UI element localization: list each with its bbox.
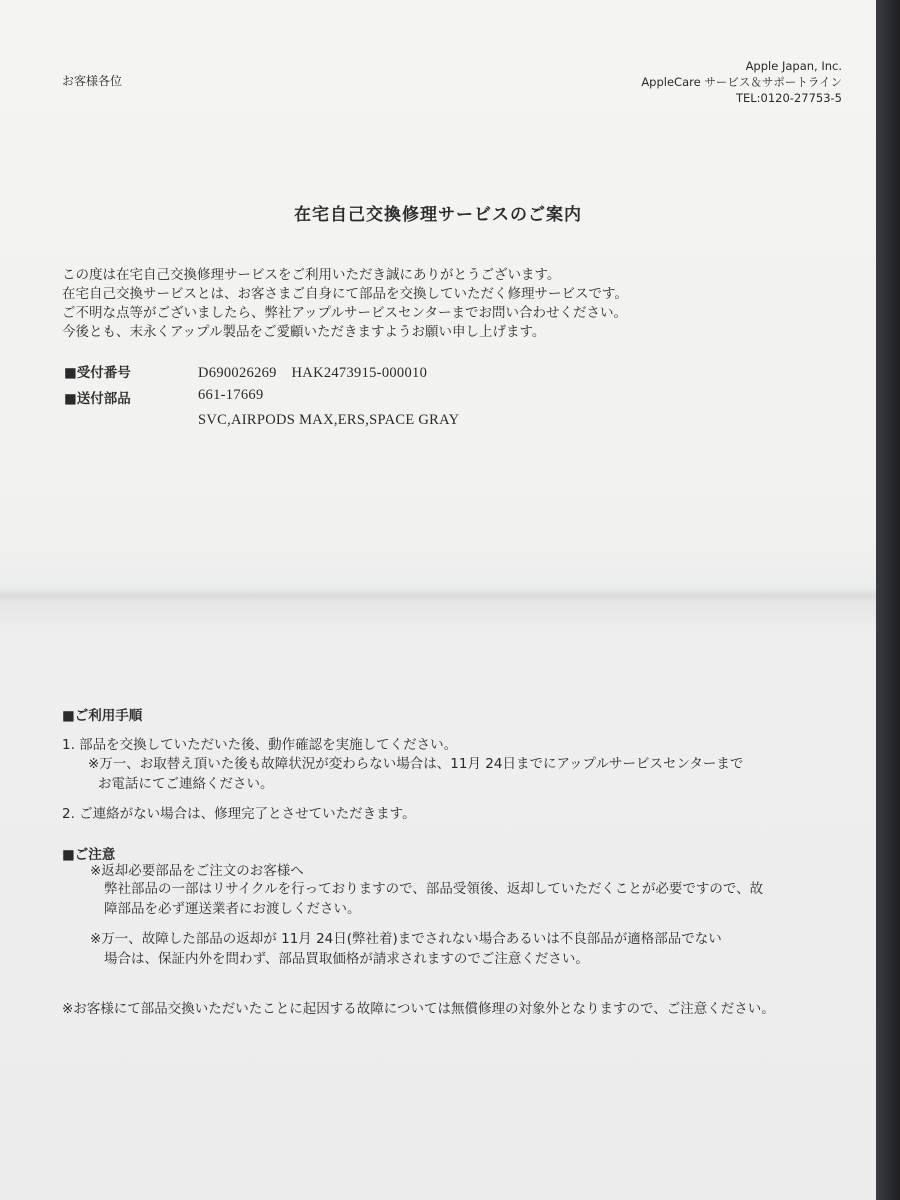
intro-line: 今後とも、末永くアップル製品をご愛顧いただきますようお願い申し上げます。 <box>62 324 546 340</box>
intro-paragraph <box>62 266 628 342</box>
parts-label: ■送付部品 <box>64 391 131 407</box>
usage-step-2: 2. ご連絡がない場合は、修理完了とさせていただきます。 <box>62 806 416 822</box>
company-block <box>641 58 842 106</box>
caution-fee-text-cont: 場合は、保証内外を問わず、部品買取価格が請求されますのでご注意ください。 <box>104 951 589 967</box>
page-title: 在宅自己交換修理サービスのご案内 <box>294 205 582 225</box>
caution-return-text: 弊社部品の一部はリサイクルを行っておりますので、部品受領後、返却していただくことが必要ですので、故 <box>104 881 764 897</box>
recipient-label: お客様各位 <box>62 74 123 88</box>
intro-line: ご不明な点等がございましたら、弊社アップルサービスセンターまでお問い合わせください。 <box>62 305 627 321</box>
usage-step-1-note: ※万一、お取替え頂いた後も故障状況が変わらない場合は、11月 24日までにアップルサービスセンターまで <box>88 756 744 772</box>
caution-return-title: ※返却必要部品をご注文のお客様へ <box>90 863 304 879</box>
intro-line: 在宅自己交換サービスとは、お客さまご自身にて部品を交換していただく修理サービスです。 <box>62 286 628 302</box>
usage-heading: ■ご利用手順 <box>62 708 143 724</box>
parts-number: 661-17669 <box>198 387 264 403</box>
company-name: Apple Japan, Inc. <box>745 59 842 73</box>
caution-heading: ■ご注意 <box>62 847 116 863</box>
footer-note: ※お客様にて部品交換いただいたことに起因する故障については無償修理の対象外となりますので、ご注意ください。 <box>62 1001 775 1017</box>
intro-line: この度は在宅自己交換修理サービスをご利用いただき誠にありがとうございます。 <box>62 267 561 283</box>
usage-step-1: 1. 部品を交換していただいた後、動作確認を実施してください。 <box>62 737 458 753</box>
reception-number: D690026269 HAK2473915-000010 <box>198 365 428 381</box>
usage-step-1-note-cont: お電話にてご連絡ください。 <box>98 776 274 792</box>
parts-description: SVC,AIRPODS MAX,ERS,SPACE GRAY <box>198 412 460 428</box>
company-tel: TEL:0120-27753-5 <box>735 91 842 105</box>
caution-fee-text: ※万一、故障した部品の返却が 11月 24日(弊社着)までされない場合あるいは不良部品が適格部品でない <box>90 931 722 947</box>
reception-label: ■受付番号 <box>64 365 131 381</box>
desk-background <box>876 0 900 1200</box>
caution-return-text-cont: 障部品を必ず運送業者にお渡しください。 <box>104 901 361 917</box>
company-dept: AppleCare サービス＆サポートライン <box>641 75 842 89</box>
paper-fold-line <box>0 588 876 602</box>
